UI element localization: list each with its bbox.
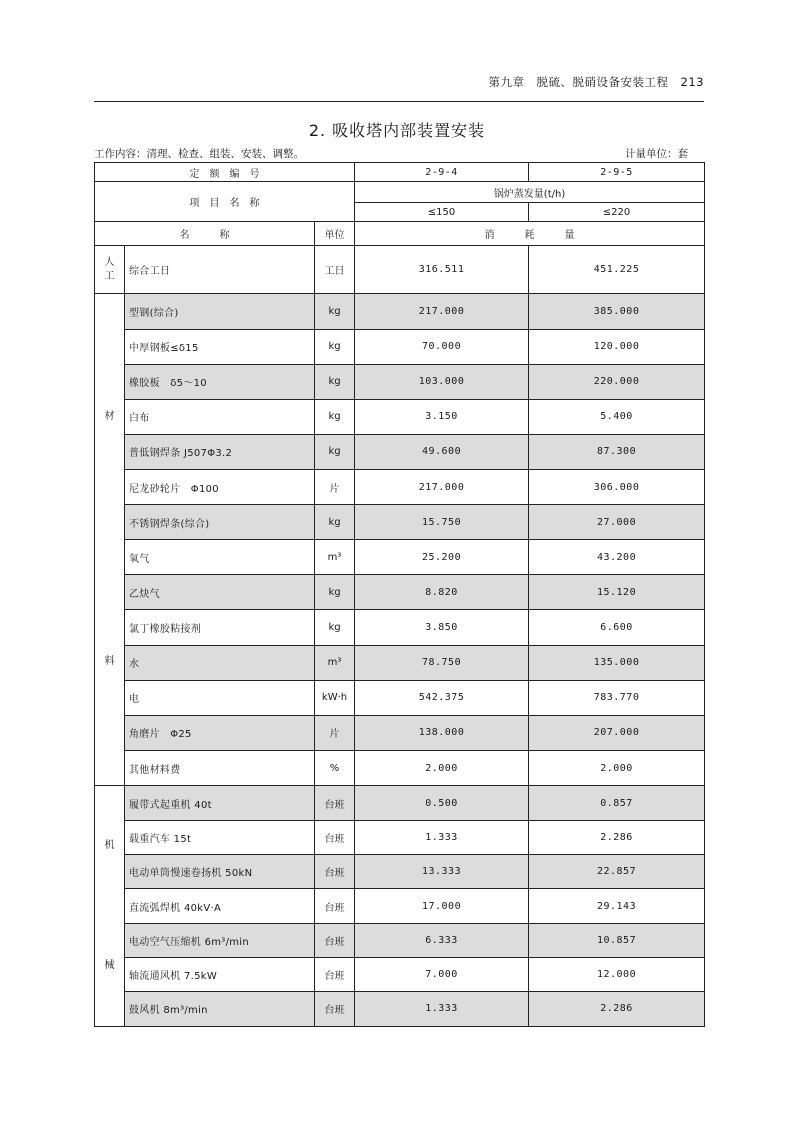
table-row	[95, 715, 705, 750]
row-unit: kg	[315, 575, 355, 610]
row-value-1: 2.000	[355, 750, 529, 785]
row-name: 电动空气压缩机 6m³/min	[125, 923, 315, 957]
category-machinery-char-1: 机	[104, 840, 115, 852]
row-name: 乙炔气	[125, 575, 315, 610]
table-row	[95, 821, 705, 855]
category-labor	[95, 246, 125, 294]
table-row	[95, 680, 705, 715]
row-name: 综合工日	[125, 246, 315, 294]
row-value-1: 1.333	[355, 991, 529, 1026]
table-row	[95, 923, 705, 957]
row-value-1: 70.000	[355, 329, 529, 364]
measurement-unit: 计量单位：套	[625, 148, 688, 160]
row-value-2: 10.857	[529, 923, 705, 957]
row-name: 不锈钢焊条(综合)	[125, 505, 315, 540]
category-materials-char-2: 料	[104, 656, 115, 668]
row-name: 电	[125, 680, 315, 715]
table-row	[95, 540, 705, 575]
row-name: 水	[125, 645, 315, 680]
row-value-1: 25.200	[355, 540, 529, 575]
row-unit: 台班	[315, 923, 355, 957]
row-value-2: 0.857	[529, 786, 705, 821]
category-labor-text: 人工	[104, 256, 115, 282]
row-unit: kg	[315, 329, 355, 364]
row-value-1: 78.750	[355, 645, 529, 680]
row-name: 电动单筒慢速卷扬机 50kN	[125, 855, 315, 889]
row-value-1: 103.000	[355, 364, 529, 399]
table-row	[95, 246, 705, 294]
category-machinery-stack	[95, 786, 124, 1026]
row-value-2: 385.000	[529, 294, 705, 329]
row-value-2: 220.000	[529, 364, 705, 399]
row-name: 角磨片 Φ25	[125, 715, 315, 750]
range-2: ≤220	[529, 203, 705, 222]
evaporation-row	[95, 182, 705, 203]
table-row	[95, 610, 705, 645]
row-value-1: 316.511	[355, 246, 529, 294]
row-value-2: 87.300	[529, 434, 705, 469]
range-1: ≤150	[355, 203, 529, 222]
row-name: 普低钢焊条 J507Φ3.2	[125, 434, 315, 469]
table-row	[95, 750, 705, 785]
row-unit: kW·h	[315, 680, 355, 715]
category-materials-char-1: 材	[104, 411, 115, 423]
category-machinery-char-2: 械	[104, 960, 115, 972]
row-value-1: 1.333	[355, 821, 529, 855]
row-unit: kg	[315, 610, 355, 645]
row-value-2: 135.000	[529, 645, 705, 680]
table-row	[95, 505, 705, 540]
category-machinery	[95, 786, 125, 1027]
name-column-label: 名 称	[95, 222, 315, 246]
row-name: 轴流通风机 7.5kW	[125, 957, 315, 991]
row-value-2: 15.120	[529, 575, 705, 610]
work-content: 工作内容：清理、检查、组装、安装、调整。	[94, 148, 304, 160]
table-row	[95, 957, 705, 991]
column-header-row	[95, 222, 705, 246]
row-name: 中厚钢板≤δ15	[125, 329, 315, 364]
table-row	[95, 434, 705, 469]
table-row	[95, 364, 705, 399]
row-unit: 片	[315, 470, 355, 505]
row-name: 其他材料费	[125, 750, 315, 785]
table-row	[95, 294, 705, 329]
row-value-2: 120.000	[529, 329, 705, 364]
category-materials	[95, 294, 125, 786]
row-value-2: 2.286	[529, 991, 705, 1026]
materials-section	[95, 294, 705, 786]
row-name: 氧气	[125, 540, 315, 575]
running-header: 第九章 脱硫、脱硝设备安装工程 213	[488, 75, 704, 89]
row-value-1: 542.375	[355, 680, 529, 715]
work-content-line	[94, 146, 704, 160]
row-value-1: 217.000	[355, 470, 529, 505]
row-name: 白布	[125, 399, 315, 434]
machinery-section	[95, 786, 705, 1027]
row-value-2: 27.000	[529, 505, 705, 540]
row-value-2: 5.400	[529, 399, 705, 434]
row-value-1: 0.500	[355, 786, 529, 821]
row-value-2: 306.000	[529, 470, 705, 505]
table-row	[95, 645, 705, 680]
table-row	[95, 575, 705, 610]
row-unit: kg	[315, 434, 355, 469]
table-row	[95, 329, 705, 364]
table-row	[95, 991, 705, 1026]
evaporation-label: 锅炉蒸发量(t/h)	[355, 182, 705, 203]
row-unit: %	[315, 750, 355, 785]
row-value-2: 43.200	[529, 540, 705, 575]
row-value-2: 12.000	[529, 957, 705, 991]
unit-column-label: 单位	[315, 222, 355, 246]
row-name: 载重汽车 15t	[125, 821, 315, 855]
table-row	[95, 399, 705, 434]
quota-table	[94, 162, 705, 1027]
table-row	[95, 786, 705, 821]
category-materials-stack	[95, 294, 124, 785]
quota-code-1: 2-9-4	[355, 163, 529, 182]
row-value-1: 3.150	[355, 399, 529, 434]
row-value-1: 6.333	[355, 923, 529, 957]
row-unit: m³	[315, 645, 355, 680]
row-unit: 台班	[315, 786, 355, 821]
row-value-1: 49.600	[355, 434, 529, 469]
quota-code-2: 2-9-5	[529, 163, 705, 182]
row-value-2: 451.225	[529, 246, 705, 294]
header-rule	[94, 101, 704, 102]
row-value-1: 138.000	[355, 715, 529, 750]
row-unit: 台班	[315, 991, 355, 1026]
row-name: 履带式起重机 40t	[125, 786, 315, 821]
row-value-1: 3.850	[355, 610, 529, 645]
row-unit: kg	[315, 364, 355, 399]
row-unit: kg	[315, 399, 355, 434]
row-value-2: 29.143	[529, 889, 705, 923]
quota-number-label: 定 额 编 号	[95, 163, 355, 182]
row-value-2: 2.000	[529, 750, 705, 785]
item-name-label: 项 目 名 称	[95, 182, 355, 222]
row-unit: m³	[315, 540, 355, 575]
row-unit: kg	[315, 505, 355, 540]
row-value-2: 2.286	[529, 821, 705, 855]
row-unit: kg	[315, 294, 355, 329]
row-value-2: 207.000	[529, 715, 705, 750]
row-value-2: 6.600	[529, 610, 705, 645]
row-name: 型钢(综合)	[125, 294, 315, 329]
section-title: 2. 吸收塔内部装置安装	[308, 121, 486, 140]
row-value-1: 17.000	[355, 889, 529, 923]
row-value-1: 13.333	[355, 855, 529, 889]
row-unit: 台班	[315, 889, 355, 923]
row-unit: 台班	[315, 821, 355, 855]
row-name: 氯丁橡胶粘接剂	[125, 610, 315, 645]
row-unit: 台班	[315, 957, 355, 991]
row-name: 橡胶板 δ5～10	[125, 364, 315, 399]
row-value-2: 22.857	[529, 855, 705, 889]
row-value-1: 8.820	[355, 575, 529, 610]
quota-number-row	[95, 163, 705, 182]
table-row	[95, 470, 705, 505]
row-name: 鼓风机 8m³/min	[125, 991, 315, 1026]
row-unit: 片	[315, 715, 355, 750]
row-value-2: 783.770	[529, 680, 705, 715]
row-value-1: 15.750	[355, 505, 529, 540]
table-row	[95, 889, 705, 923]
row-unit: 工日	[315, 246, 355, 294]
row-name: 尼龙砂轮片 Φ100	[125, 470, 315, 505]
row-value-1: 217.000	[355, 294, 529, 329]
row-unit: 台班	[315, 855, 355, 889]
row-name: 直流弧焊机 40kV·A	[125, 889, 315, 923]
table-row	[95, 855, 705, 889]
consumption-label: 消 耗 量	[355, 222, 705, 246]
row-value-1: 7.000	[355, 957, 529, 991]
